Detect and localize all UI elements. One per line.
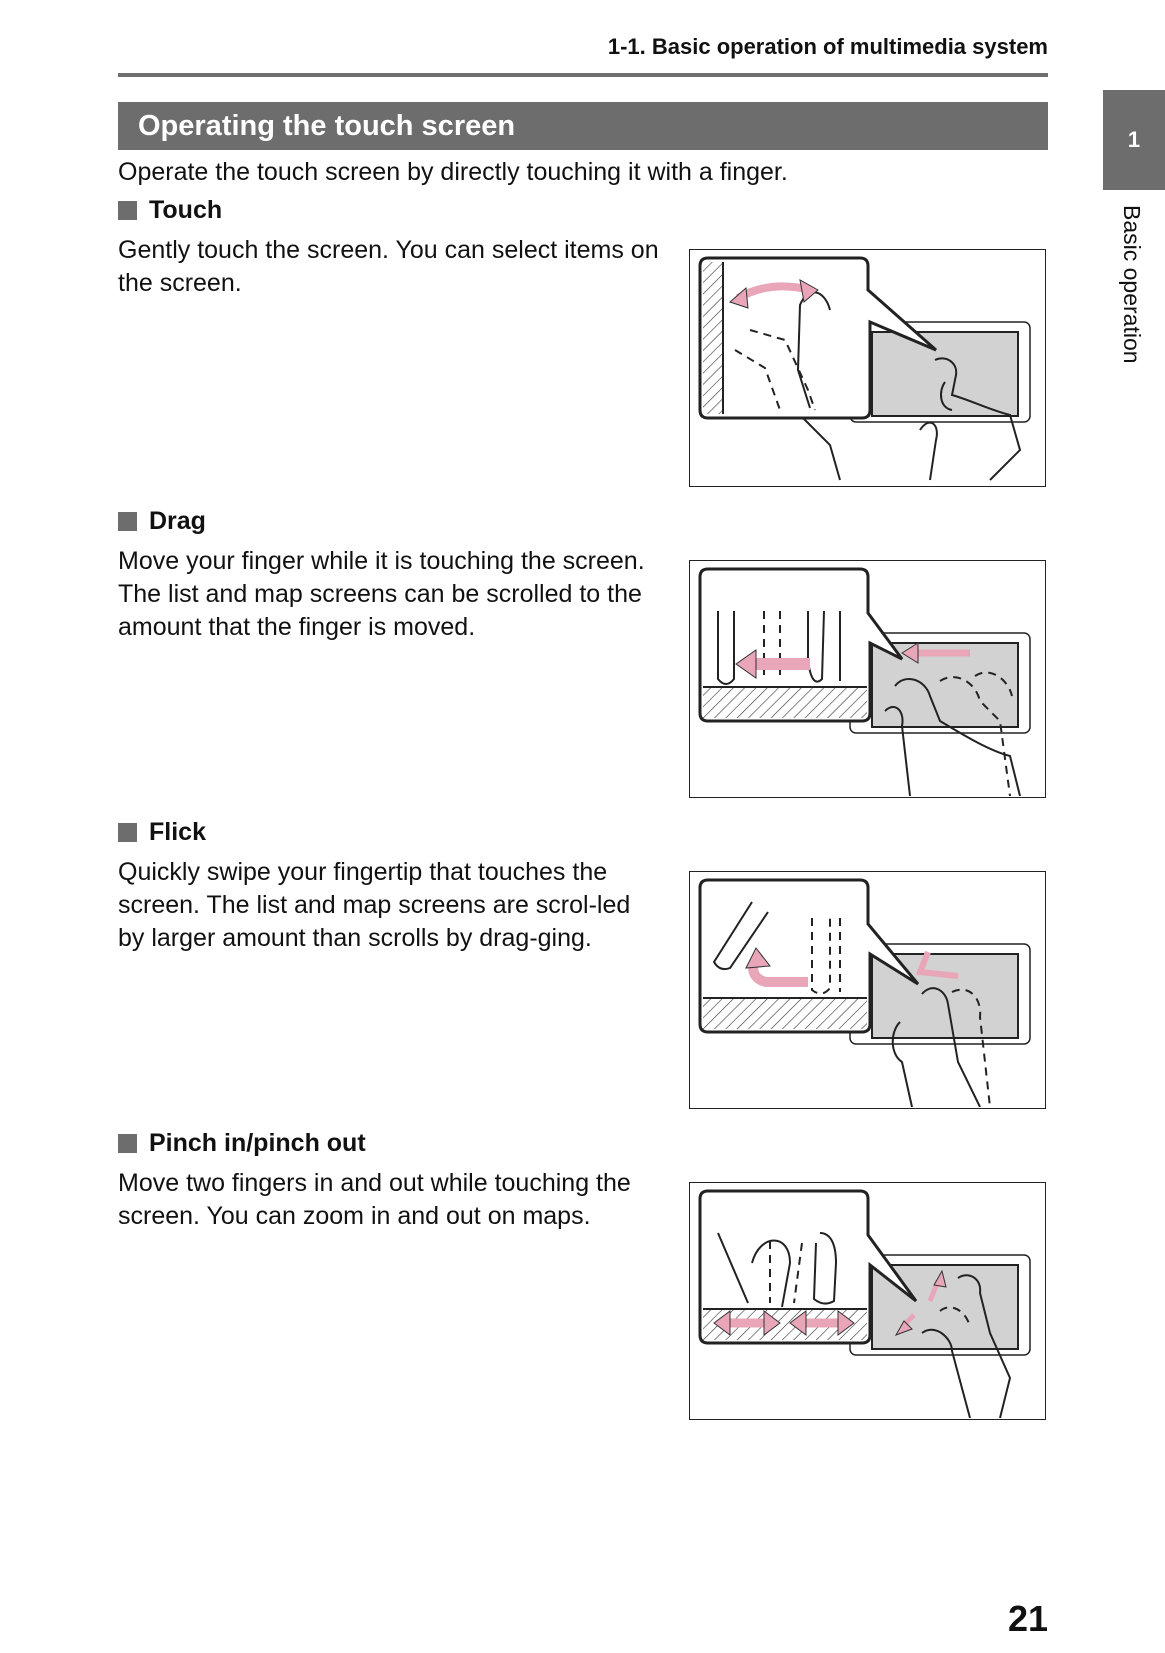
flick-illustration xyxy=(689,871,1046,1109)
chapter-label: Basic operation xyxy=(1119,205,1145,364)
subheading-touch-label: Touch xyxy=(149,196,223,224)
chapter-number: 1 xyxy=(1127,127,1141,152)
subheading-pinch xyxy=(118,1129,366,1158)
square-bullet-icon xyxy=(118,823,137,842)
subheading-drag xyxy=(118,507,206,536)
flick-description: Quickly swipe your fingertip that touches the screen. The list and map screens are scrol-led by larger amount than scrolls by drag-ging. xyxy=(118,858,631,952)
chapter-tab xyxy=(1103,90,1165,190)
touch-description: Gently touch the screen. You can select items on the screen. xyxy=(118,236,659,297)
drag-illustration xyxy=(689,560,1046,798)
drag-description: Move your finger while it is touching the screen. The list and map screens can be scrolled to the amount that the finger is moved. xyxy=(118,547,645,641)
subheading-flick xyxy=(118,818,206,847)
subheading-touch xyxy=(118,196,222,225)
section-title-bar: Operating the touch screen xyxy=(118,102,1048,150)
touch-illustration xyxy=(689,249,1046,487)
subheading-flick-label: Flick xyxy=(149,818,206,846)
running-head-title: 1-1. Basic operation of multimedia system xyxy=(607,34,1048,59)
square-bullet-icon xyxy=(118,201,137,220)
intro-text: Operate the touch screen by directly touching it with a finger. xyxy=(118,158,788,186)
page-number: 21 xyxy=(1007,1598,1048,1639)
square-bullet-icon xyxy=(118,1134,137,1153)
square-bullet-icon xyxy=(118,512,137,531)
pinch-description: Move two fingers in and out while touching the screen. You can zoom in and out on maps. xyxy=(118,1169,631,1230)
pinch-illustration xyxy=(689,1182,1046,1420)
subheading-pinch-label: Pinch in/pinch out xyxy=(149,1129,366,1157)
subheading-drag-label: Drag xyxy=(149,507,206,535)
header-rule xyxy=(118,73,1048,77)
